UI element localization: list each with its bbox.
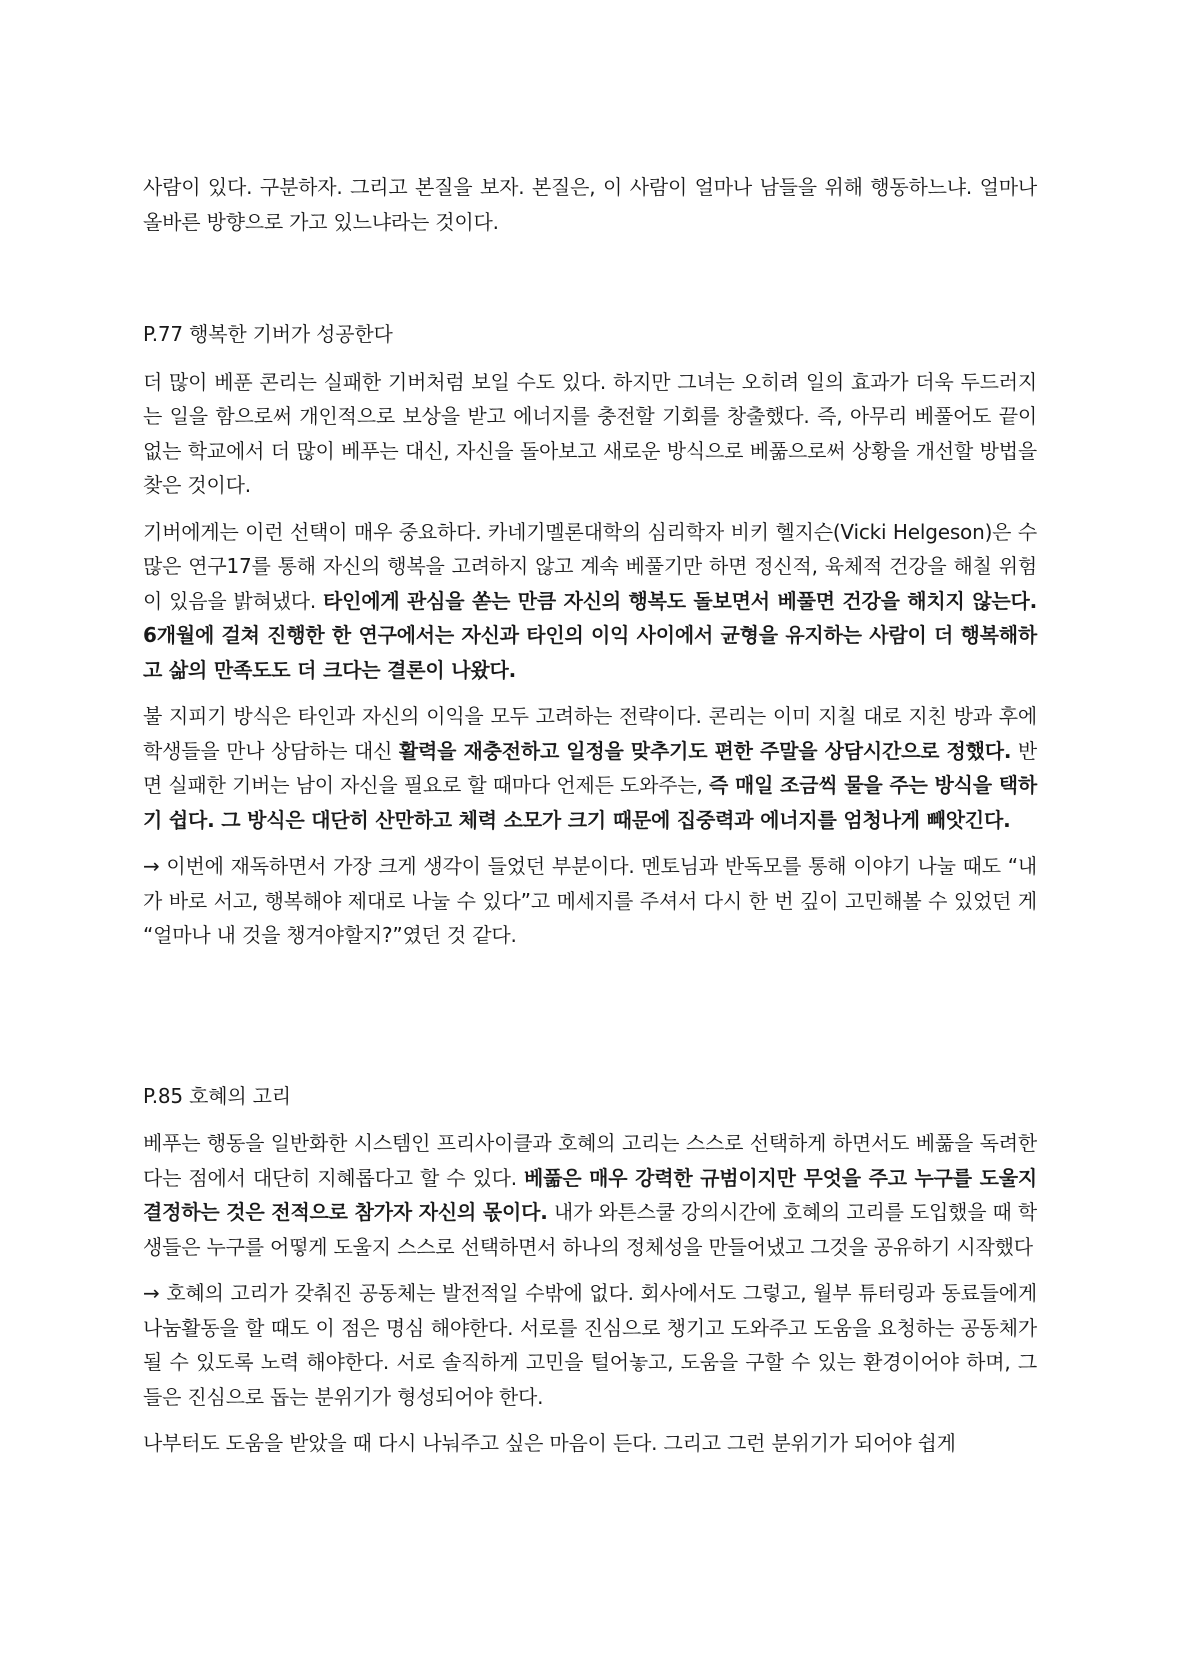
paragraph-reciprocity-bold: 베풂은 매우 강력한 규범이지만 무엇을 주고 누구를 도울지 결정하는 것은 전적으로 참가자 자신의 몫이다. — [143, 1165, 1037, 1224]
paragraph-fire-bold-1: 활력을 재충전하고 일정을 맞추기도 편한 주말을 상담시간으로 정했다. — [398, 738, 1012, 763]
paragraph-closing: 나부터도 도움을 받았을 때 다시 나눠주고 싶은 마음이 든다. 그리고 그런 분위기가 되어야 쉽게 — [143, 1431, 956, 1455]
paragraph-fire-strategy — [143, 699, 1037, 837]
section-heading-p77: P.77 행복한 기버가 성공한다 — [143, 322, 393, 346]
paragraph-reflection-2: → 호혜의 고리가 갖춰진 공동체는 발전적일 수밖에 없다. 회사에서도 그렇고, 월부 튜터링과 동료들에게 나눔활동을 할 때도 이 점은 명심 해야한다. 서로를 진심으로 챙기고 도와주고 도움을 요청하는 공동체가 될 수 있도록 노력 해야한다. 서로 솔직하게 고민을 털어놓고, 도움을 구할 수 있는 환경이어야 하며, 그들은 진심으로 돕는 분위기가 형성되어야 한다. — [143, 1281, 1037, 1409]
document-body — [143, 170, 1037, 1473]
paragraph-helgeson — [143, 515, 1037, 688]
paragraph-reciprocity — [143, 1126, 1037, 1264]
paragraph-fire-text-1: 불 지피기 방식은 타인과 자신의 이익을 모두 고려하는 전략이다. 콘리는 이미 지칠 대로 지친 방과 후에 학생들을 만나 상담하는 대신 — [143, 704, 1037, 763]
paragraph-reflection-1: → 이번에 재독하면서 가장 크게 생각이 들었던 부분이다. 멘토님과 반독모를 통해 이야기 나눌 때도 “내가 바로 서고, 행복해야 제대로 나눌 수 있다”고 메세지를 주셔서 다시 한 번 깊이 고민해볼 수 있었던 게 “얼마나 내 것을 챙겨야할지?”였던 것 같다. — [143, 854, 1037, 947]
paragraph-helgeson-bold: 타인에게 관심을 쏟는 만큼 자신의 행복도 돌보면서 베풀면 건강을 해치지 않는다. 6개월에 걸쳐 진행한 한 연구에서는 자신과 타인의 이익 사이에서 균형을 유지하는 사람이 더 행복해하고 삶의 만족도도 더 크다는 결론이 나왔다. — [143, 588, 1037, 682]
paragraph-intro: 사람이 있다. 구분하자. 그리고 본질을 보자. 본질은, 이 사람이 얼마나 남들을 위해 행동하느냐. 얼마나 올바른 방향으로 가고 있느냐라는 것이다. — [143, 175, 1037, 234]
paragraph-reciprocity-text-1: 베푸는 행동을 일반화한 시스템인 프리사이클과 호혜의 고리는 스스로 선택하게 하면서도 베풂을 독려한다는 점에서 대단히 지혜롭다고 할 수 있다. — [143, 1131, 1038, 1190]
section-heading-p85: P.85 호혜의 고리 — [143, 1083, 291, 1108]
paragraph-fire-bold-2: 즉 매일 조금씩 물을 주는 방식을 택하기 쉽다. 그 방식은 대단히 산만하고 체력 소모가 크기 때문에 집중력과 에너지를 엄청나게 빼앗긴다. — [143, 773, 1037, 832]
paragraph-reciprocity-text-2: 내가 와튼스쿨 강의시간에 호혜의 고리를 도입했을 때 학생들은 누구를 어떻게 도울지 스스로 선택하면서 하나의 정체성을 만들어냈고 그것을 공유하기 시작했다 — [143, 1200, 1037, 1259]
paragraph-fire-text-2: 반면 실패한 기버는 남이 자신을 필요로 할 때마다 언제든 도와주는, — [143, 738, 1038, 797]
paragraph-helgeson-text: 기버에게는 이런 선택이 매우 중요하다. 카네기멜론대학의 심리학자 비키 헬지슨(Vicki Helgeson)은 수많은 연구17를 통해 자신의 행복을 고려하지 않고 계속 베풀기만 하면 정신적, 육체적 건강을 해칠 위험이 있음을 밝혀냈다. — [143, 519, 1037, 613]
paragraph-conley: 더 많이 베푼 콘리는 실패한 기버처럼 보일 수도 있다. 하지만 그녀는 오히려 일의 효과가 더욱 두드러지는 일을 함으로써 개인적으로 보상을 받고 에너지를 충전할 기회를 창출했다. 즉, 아무리 베풀어도 끝이 없는 학교에서 더 많이 베푸는 대신, 자신을 돌아보고 새로운 방식으로 베풂으로써 상황을 개선할 방법을 찾은 것이다. — [143, 369, 1037, 497]
